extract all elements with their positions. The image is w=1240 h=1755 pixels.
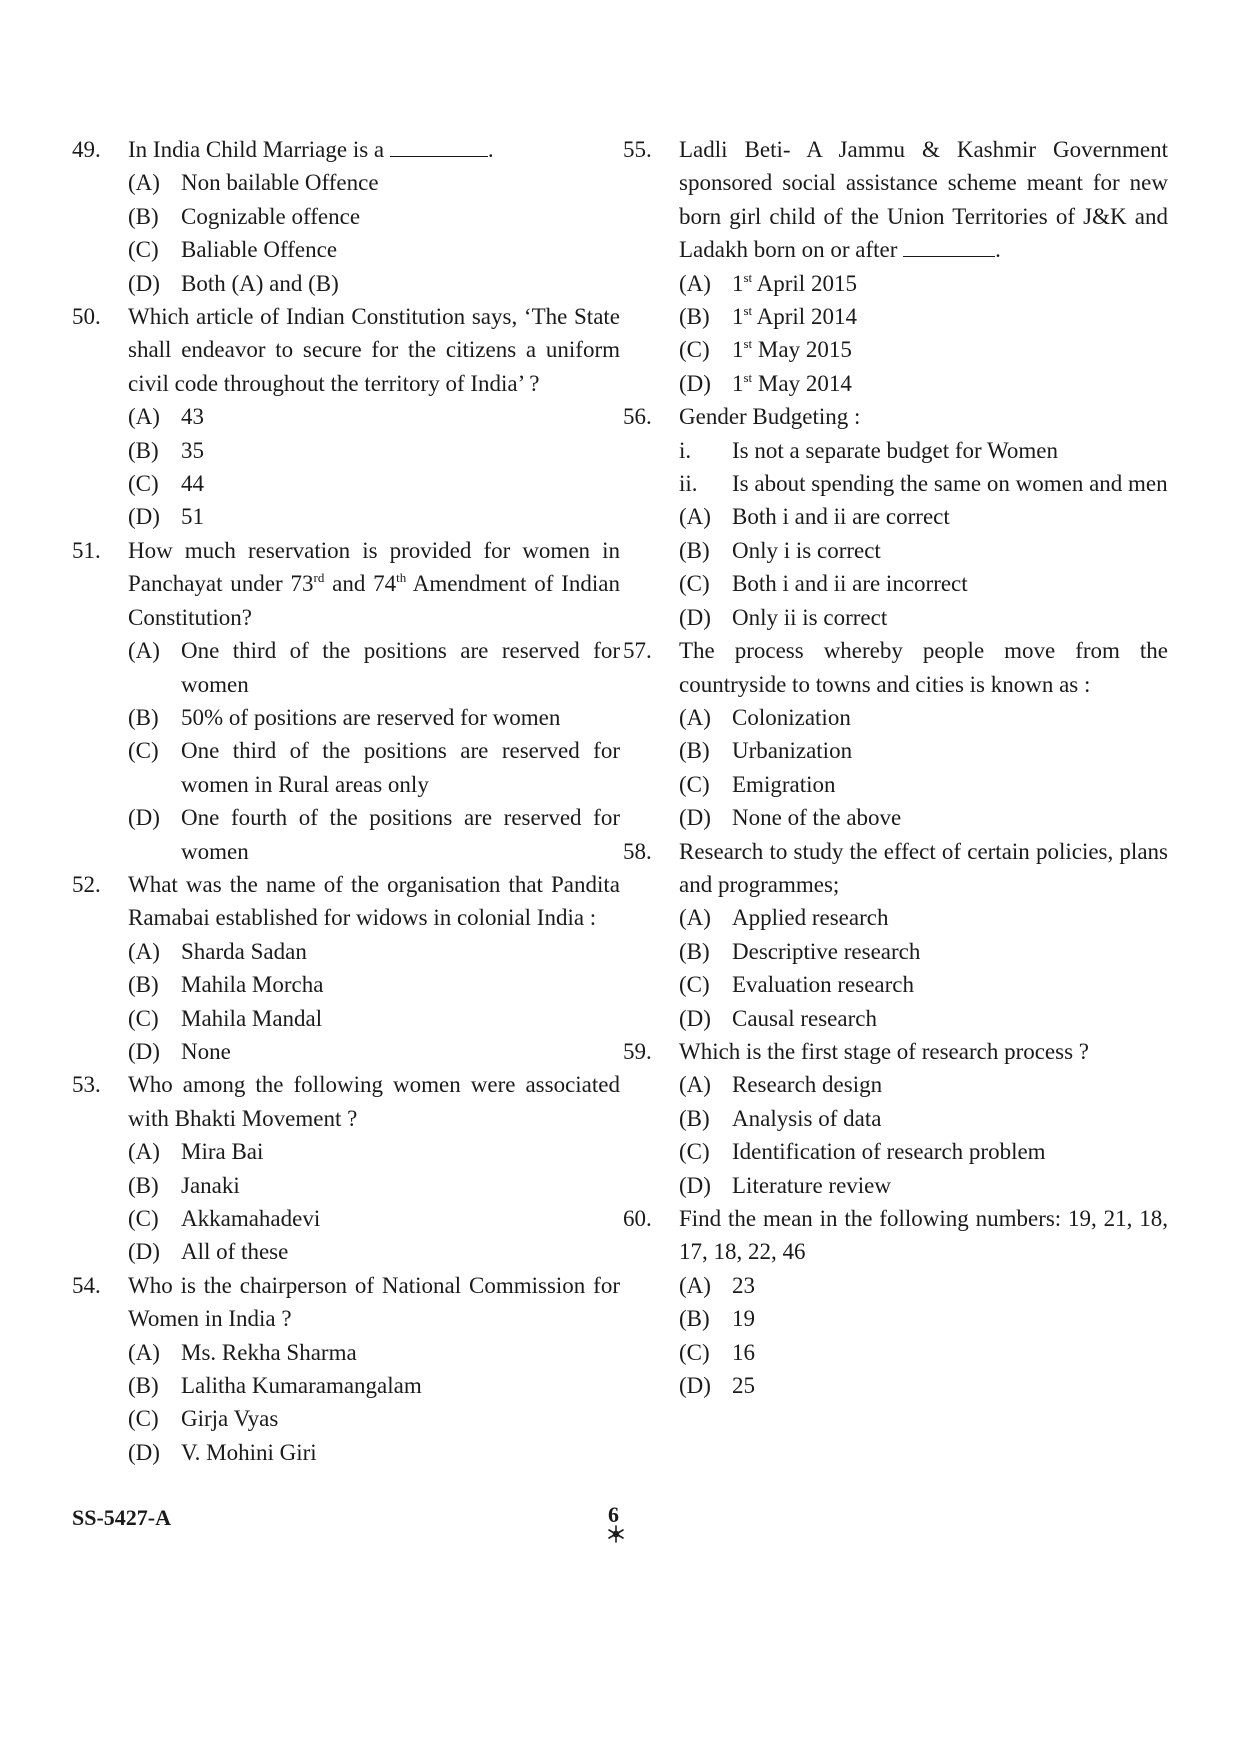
question-text: Which is the first stage of research process ? xyxy=(679,1038,1090,1064)
question-text: Who is the chairperson of National Commission for Women in India ? xyxy=(128,1272,620,1332)
option-c: (C) Akkamahadevi xyxy=(128,1206,321,1231)
question-number: 60. xyxy=(623,1206,652,1231)
option-b: (B) Urbanization xyxy=(679,738,853,764)
option-d: (D) Only ii is correct xyxy=(679,604,888,630)
option-d: (D) 51 xyxy=(128,504,204,530)
option-c: (C) Both i and ii are incorrect xyxy=(679,571,968,597)
option-b: (B) Analysis of data xyxy=(679,1105,882,1131)
option-a: (A) Sharda Sadan xyxy=(128,938,307,964)
question-60 xyxy=(623,1202,1168,1402)
option-c: (C) 1st May 2015 xyxy=(679,336,852,363)
question-number: 56. xyxy=(623,404,652,430)
option-a: (A) Mira Bai xyxy=(128,1139,264,1165)
option-d: (D) 25 xyxy=(679,1373,755,1399)
option-a: (A) One third of the positions are reserved for women xyxy=(128,638,620,697)
option-a: (A) Both i and ii are correct xyxy=(679,504,950,530)
option-d: (D) V. Mohini Giri xyxy=(128,1439,317,1465)
question-number: 57. xyxy=(623,638,652,664)
option-c: (C) 16 xyxy=(679,1339,755,1365)
question-text: Research to study the effect of certain policies, plans and programmes; xyxy=(679,838,1168,897)
option-b: (B) Descriptive research xyxy=(679,938,921,964)
question-54 xyxy=(72,1269,620,1469)
option-a: (A) Non bailable Offence xyxy=(128,170,379,196)
question-text: How much reservation is provided for women in Panchayat under 73rd and 74th Amendment of Indian Constitution? xyxy=(128,537,620,630)
option-a: (A) Ms. Rekha Sharma xyxy=(128,1339,357,1365)
option-a: (A) 23 xyxy=(679,1272,755,1298)
option-c: (C) Evaluation research xyxy=(679,972,914,998)
option-b: (B) Only i is correct xyxy=(679,537,881,563)
question-49 xyxy=(72,133,620,300)
page-number: 6 xyxy=(608,1502,619,1527)
answer-blank xyxy=(903,234,995,257)
question-59 xyxy=(623,1035,1168,1202)
option-b: (B) Lalitha Kumaramangalam xyxy=(128,1373,422,1399)
snowflake-icon xyxy=(606,1524,626,1544)
question-number: 49. xyxy=(72,137,101,162)
question-52 xyxy=(72,868,620,1068)
left-column xyxy=(72,133,620,1469)
option-b: (B) Janaki xyxy=(128,1172,240,1198)
option-c: (C) One third of the positions are reserved for women in Rural areas only xyxy=(128,738,620,797)
statement-i: i. Is not a separate budget for Women xyxy=(679,437,1059,463)
option-d: (D) Causal research xyxy=(679,1005,877,1031)
option-d: (D) All of these xyxy=(128,1239,289,1265)
option-c: (C) Girja Vyas xyxy=(128,1406,279,1432)
question-text: Gender Budgeting : xyxy=(679,404,861,430)
statement-ii: ii. Is about spending the same on women and men xyxy=(679,471,1168,497)
question-text: Who among the following women were associated with Bhakti Movement ? xyxy=(128,1072,620,1131)
option-a: (A) 43 xyxy=(128,404,204,430)
question-text: Which article of Indian Constitution says, ‘The State shall endeavor to secure for the citizens a uniform civil code throughout the territory of India’ ? xyxy=(128,304,620,396)
question-number: 55. xyxy=(623,137,652,162)
question-51 xyxy=(72,534,620,868)
question-text: In India Child Marriage is a . xyxy=(128,133,620,166)
option-b: (B) 19 xyxy=(679,1306,755,1332)
right-column xyxy=(623,133,1168,1402)
option-d: (D) None xyxy=(128,1038,231,1064)
answer-blank xyxy=(390,134,488,157)
question-text: Find the mean in the following numbers: 19, 21, 18, 17, 18, 22, 46 xyxy=(679,1206,1168,1265)
option-d: (D) None of the above xyxy=(679,805,902,831)
question-55 xyxy=(623,133,1168,400)
option-a: (A) Colonization xyxy=(679,704,851,730)
option-c: (C) Emigration xyxy=(679,771,836,797)
option-d: (D) Literature review xyxy=(679,1172,891,1198)
question-number: 53. xyxy=(72,1072,101,1098)
question-56 xyxy=(623,400,1168,634)
option-b: (B) 35 xyxy=(128,437,204,463)
question-text: Ladli Beti- A Jammu & Kashmir Government sponsored social assistance scheme meant for new born girl child of the Union Territories of J&K and Ladakh born on or after . xyxy=(679,137,1168,263)
question-57 xyxy=(623,634,1168,834)
option-b: (B) 1st April 2014 xyxy=(679,303,857,330)
question-number: 52. xyxy=(72,871,101,897)
option-b: (B) Cognizable offence xyxy=(128,203,361,229)
question-53 xyxy=(72,1068,620,1268)
question-number: 51. xyxy=(72,537,101,563)
option-c: (C) Mahila Mandal xyxy=(128,1005,323,1031)
option-a: (A) Research design xyxy=(679,1072,883,1098)
question-text: The process whereby people move from the countryside to towns and cities is known as : xyxy=(679,638,1168,697)
option-b: (B) Mahila Morcha xyxy=(128,972,324,998)
question-58 xyxy=(623,835,1168,1035)
question-text: What was the name of the organisation that Pandita Ramabai established for widows in colonial India : xyxy=(128,871,620,931)
question-50 xyxy=(72,300,620,534)
question-number: 59. xyxy=(623,1038,652,1064)
option-d: (D) Both (A) and (B) xyxy=(128,270,339,296)
question-number: 54. xyxy=(72,1272,101,1298)
option-c: (C) 44 xyxy=(128,471,204,497)
question-number: 58. xyxy=(623,838,652,864)
option-d: (D) 1st May 2014 xyxy=(679,369,852,396)
option-a: (A) 1st April 2015 xyxy=(679,269,857,296)
option-c: (C) Baliable Offence xyxy=(128,237,338,263)
paper-code: SS-5427-A xyxy=(72,1505,172,1530)
option-a: (A) Applied research xyxy=(679,905,889,931)
option-b: (B) 50% of positions are reserved for women xyxy=(128,704,561,730)
option-d: (D) One fourth of the positions are reserved for women xyxy=(128,805,620,864)
option-c: (C) Identification of research problem xyxy=(679,1139,1046,1165)
question-number: 50. xyxy=(72,304,101,330)
